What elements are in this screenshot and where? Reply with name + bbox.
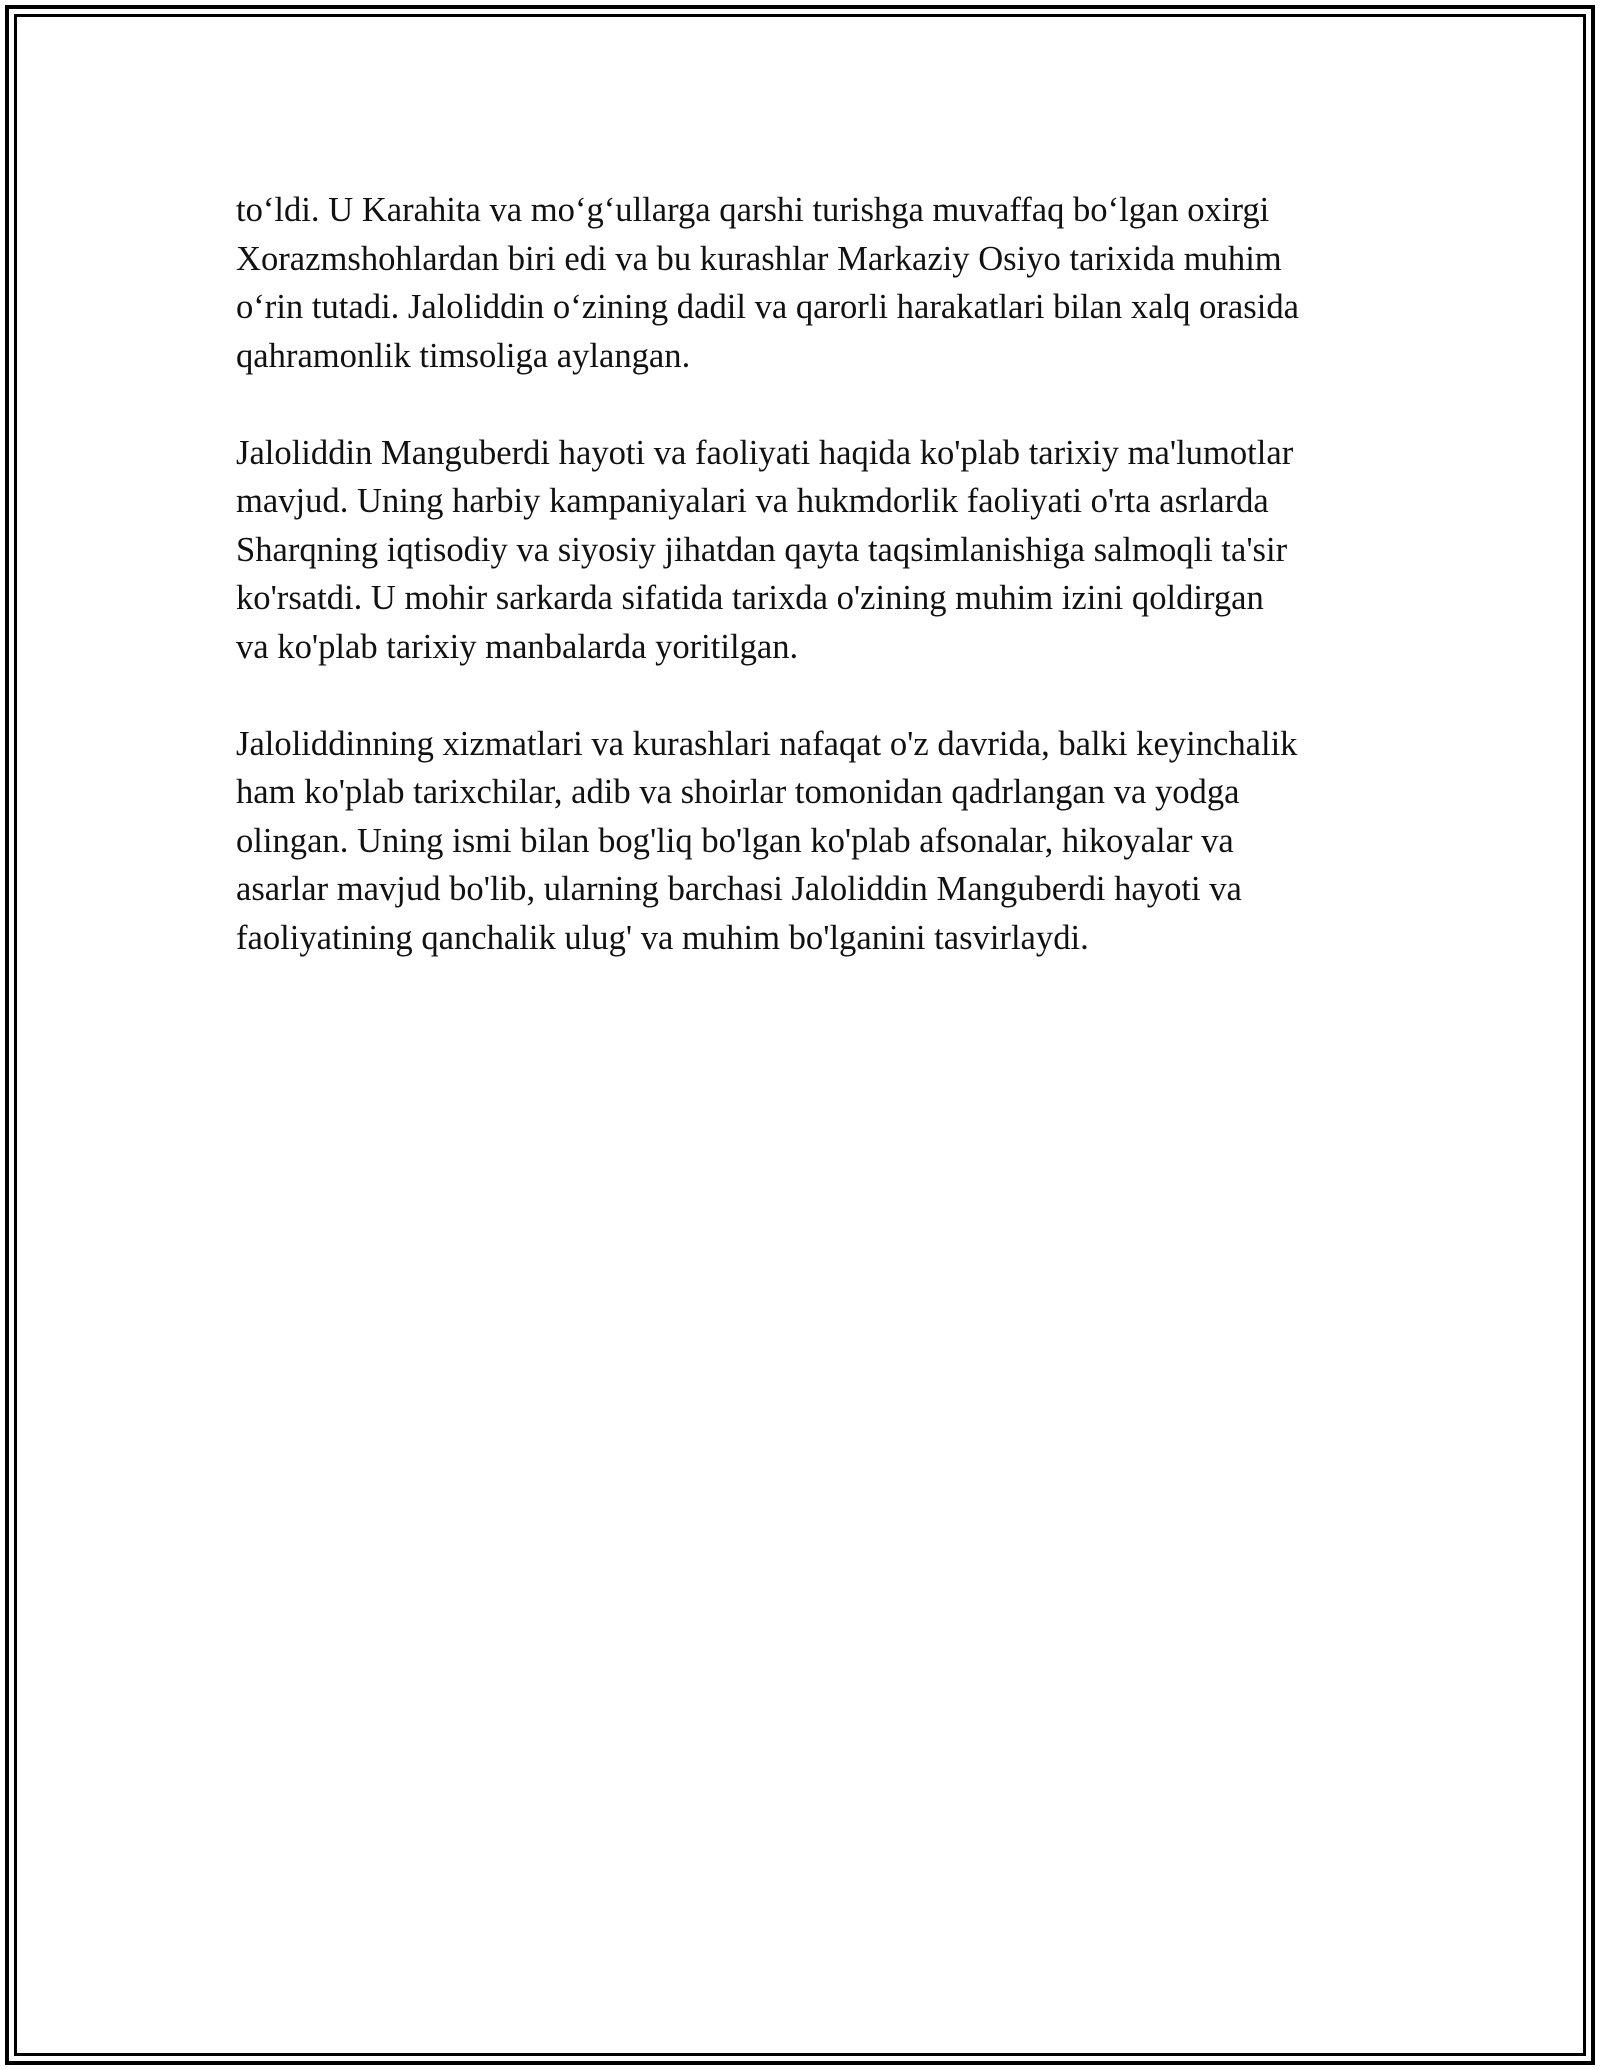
text-line: o‘rin tutadi. Jaloliddin o‘zining dadil va qarorli harakatlari bilan xalq orasida — [236, 288, 1299, 326]
paragraph-3 — [236, 720, 1386, 963]
text-line: Sharqning iqtisodiy va siyosiy jihatdan qayta taqsimlanishiga salmoqli ta'sir — [236, 530, 1288, 569]
text-line: asarlar mavjud bo'lib, ularning barchasi Jaloliddin Manguberdi hayoti va — [236, 870, 1242, 908]
text-line: ham ko'plab tarixchilar, adib va shoirlar tomonidan qadrlangan va yodga — [236, 773, 1240, 811]
text-line: ko'rsatdi. U mohir sarkarda sifatida tarixda o'zining muhim izini qoldirgan — [236, 579, 1264, 617]
text-line: Xorazmshohlardan biri edi va bu kurashlar Markaziy Osiyo tarixida muhim — [236, 239, 1282, 278]
text-line: va ko'plab tarixiy manbalarda yoritilgan. — [236, 627, 799, 666]
paragraph-1 — [236, 186, 1386, 380]
text-line: faoliyatining qanchalik ulug' va muhim bo'lganini tasvirlaydi. — [236, 918, 1089, 957]
text-line: qahramonlik timsoliga aylangan. — [236, 336, 691, 375]
paragraph-2 — [236, 429, 1386, 672]
text-line: Jaloliddinning xizmatlari va kurashlari nafaqat o'z davrida, balki keyinchalik — [236, 724, 1298, 763]
document-body — [236, 186, 1386, 1011]
text-line: olingan. Uning ismi bilan bog'liq bo'lgan ko'plab afsonalar, hikoyalar va — [236, 821, 1234, 860]
text-line: to‘ldi. U Karahita va mo‘g‘ullarga qarshi turishga muvaffaq bo‘lgan oxirgi — [236, 191, 1270, 229]
text-line: Jaloliddin Manguberdi hayoti va faoliyati haqida ko'plab tarixiy ma'lumotlar — [236, 433, 1294, 472]
text-line: mavjud. Uning harbiy kampaniyalari va hukmdorlik faoliyati o'rta asrlarda — [236, 482, 1269, 520]
